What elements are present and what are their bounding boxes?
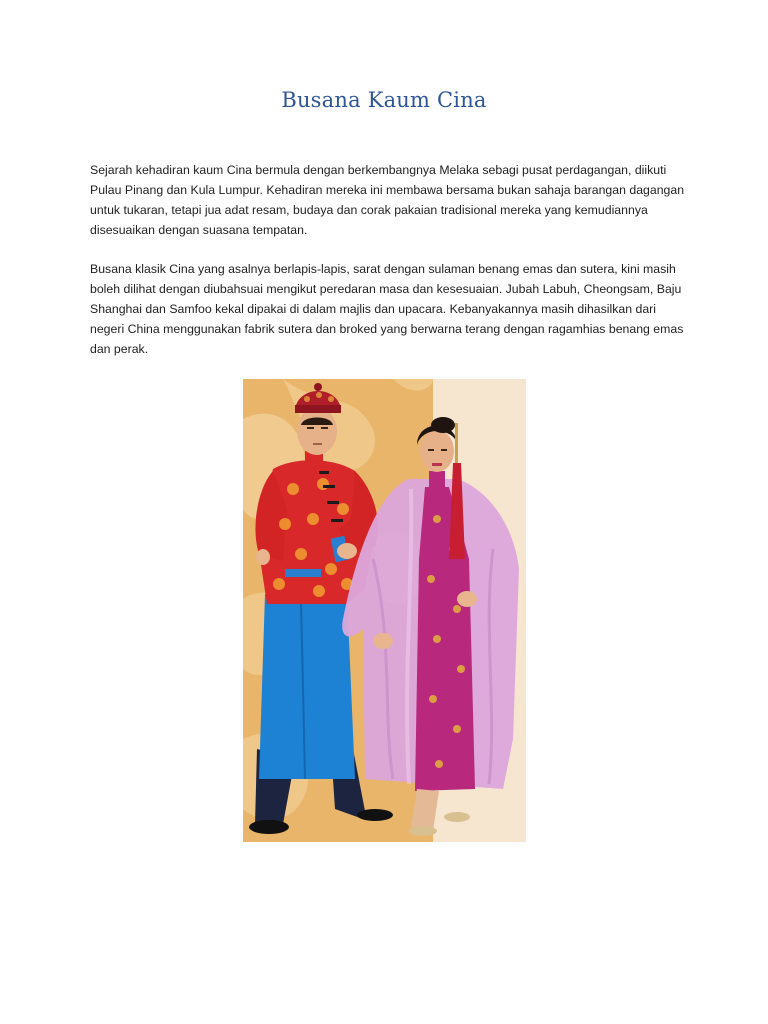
man-hand-right bbox=[337, 543, 357, 559]
photo-traditional-chinese-costume bbox=[243, 379, 526, 842]
paragraph-intro: Sejarah kehadiran kaum Cina bermula dengan berkembangnya Melaka sebagi pusat perdagangan, diikuti Pulau Pinang dan Kula Lumpur. Kehadiran mereka ini membawa bersama bukan sahaja barangan dagangan untuk tukaran, tetapi jua adat resam, budaya dan corak pakaian tradisional mereka yang kemudiannya disesuaikan dengan suasana tempatan. bbox=[90, 163, 685, 237]
woman-hand-right bbox=[457, 591, 477, 607]
paragraph-classic-attire: Busana klasik Cina yang asalnya berlapis-lapis, sarat dengan sulaman benang emas dan sutera, kini masih boleh dilihat dengan diubahsuai mengikut peredaran masa dan kesesuaian. Jubah Labuh, Cheongsam, Baju Shanghai dan Samfoo kekal dipakai di dalam majlis dan upacara. Kebanyakannya masih dihasilkan dari negeri China menggunakan fabrik sutera dan broked yang berwarna terang dengan ragamhias benang emas dan perak. bbox=[90, 262, 684, 356]
man-face bbox=[297, 407, 337, 455]
man-blue-robe bbox=[259, 594, 355, 779]
woman-shoe-right bbox=[444, 812, 470, 822]
costume-illustration bbox=[243, 379, 526, 842]
man-shoe-left bbox=[249, 820, 289, 834]
man-cuff bbox=[285, 569, 321, 577]
document-title: Busana Kaum Cina bbox=[281, 88, 487, 112]
man-shoe-right bbox=[357, 809, 393, 821]
man-hand-left bbox=[256, 549, 270, 565]
woman-hand-left bbox=[373, 633, 393, 649]
woman-shoe-left bbox=[409, 826, 437, 836]
